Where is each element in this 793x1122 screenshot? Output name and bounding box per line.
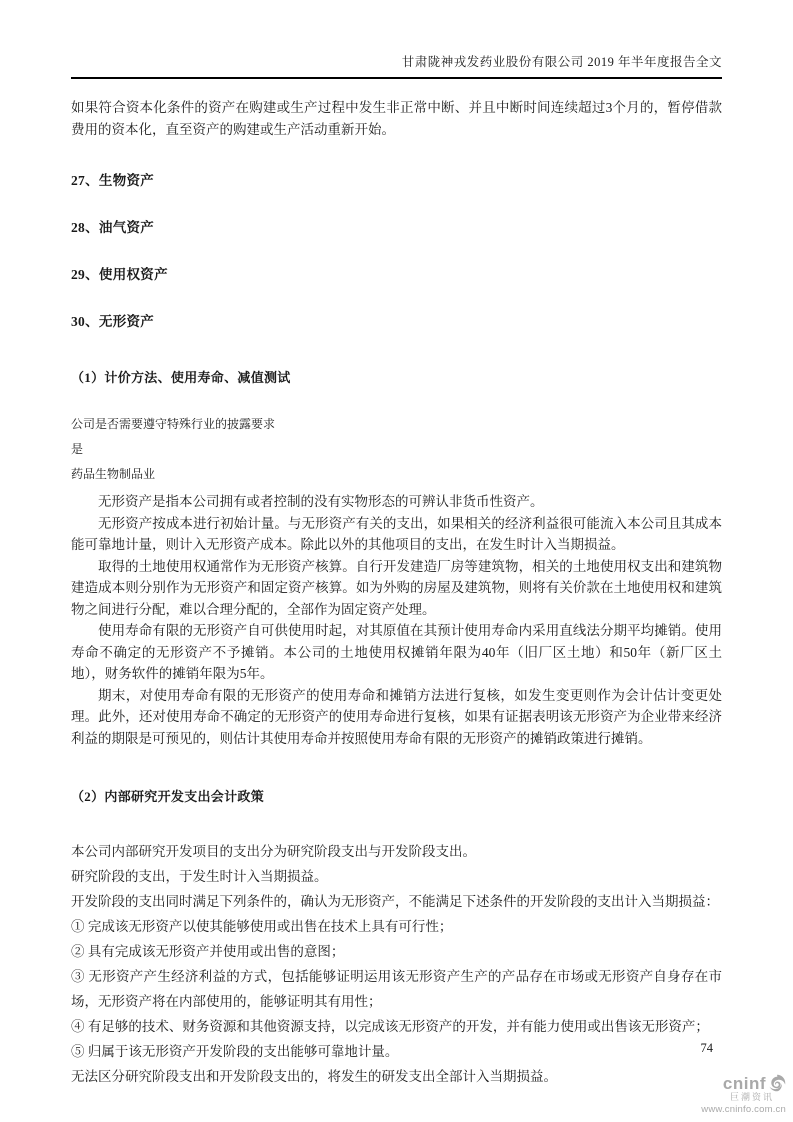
dev-condition-1: ① 完成该无形资产以使其能够使用或出售在技术上具有可行性； (71, 919, 453, 934)
rd-expenditure-policy (71, 839, 722, 1089)
dev-condition-2: ② 具有完成该无形资产并使用或出售的意图； (71, 944, 345, 959)
rd-paragraph-2: 研究阶段的支出，于发生时计入当期损益。 (71, 869, 328, 884)
heading-27-biological-assets: 27、生物资产 (71, 173, 155, 188)
page-number: 74 (700, 1041, 713, 1055)
cninfo-logo-row (695, 1074, 786, 1092)
cninfo-logo-chinese: 巨潮资讯 (729, 1092, 774, 1102)
rd-paragraph-3: 开发阶段的支出同时满足下列条件的，确认为无形资产，不能满足下述条件的开发阶段的支出计入当期损益： (71, 894, 719, 909)
industry-name: 药品生物制品业 (71, 467, 156, 481)
header-divider (71, 77, 722, 79)
disclosure-question: 公司是否需要遵守特殊行业的披露要求 (71, 417, 276, 431)
rd-paragraph-4: 无法区分研究阶段支出和开发阶段支出的，将发生的研发支出全部计入当期损益。 (71, 1069, 557, 1084)
policy-paragraph-5: 期末，对使用寿命有限的无形资产的使用寿命和摊销方法进行复核，如发生变更则作为会计估计变更处理。此外，还对使用寿命不确定的无形资产的使用寿命进行复核，如果有证据表明该无形资产为企业带来经济利益的期限是可预见的，则估计其使用寿命并按照使用寿命有限的无形资产的摊销政策进行摊销。 (71, 687, 722, 746)
intro-paragraph: 如果符合资本化条件的资产在购建或生产过程中发生非正常中断、并且中断时间连续超过3个月的，暂停借款费用的资本化，直至资产的购建或生产活动重新开始。 (71, 100, 722, 137)
dev-condition-5: ⑤ 归属于该无形资产开发阶段的支出能够可靠地计量。 (71, 1044, 399, 1059)
running-header: 甘肃陇神戎发药业股份有限公司 2019 年半年度报告全文 (401, 55, 722, 69)
policy-paragraph-1: 无形资产是指本公司拥有或者控制的没有实物形态的可辨认非货币性资产。 (98, 494, 544, 509)
disclosure-block (71, 412, 722, 487)
dev-condition-4: ④ 有足够的技术、财务资源和其他资源支持，以完成该无形资产的开发，并有能力使用或出售该无形资产； (71, 1019, 709, 1034)
section2-title: （2）内部研究开发支出会计政策 (71, 789, 265, 804)
heading-29-right-of-use-assets: 29、使用权资产 (71, 267, 168, 282)
disclosure-answer: 是 (71, 442, 84, 456)
heading-30-intangible-assets: 30、无形资产 (71, 314, 155, 329)
policy-paragraph-2: 无形资产按成本进行初始计量。与无形资产有关的支出，如果相关的经济利益很可能流入本公司且其成本能可靠地计量，则计入无形资产成本。除此以外的其他项目的支出，在发生时计入当期损益。 (71, 515, 722, 552)
rd-paragraph-1: 本公司内部研究开发项目的支出分为研究阶段支出与开发阶段支出。 (71, 844, 476, 859)
intangible-assets-policy (71, 491, 722, 749)
cninfo-logo (695, 1074, 790, 1115)
policy-paragraph-3: 取得的土地使用权通常作为无形资产核算。自行开发建造厂房等建筑物，相关的土地使用权支出和建筑物建造成本则分别作为无形资产和固定资产核算。如为外购的房屋及建筑物，则将有关价款在土地使用权和建筑物之间进行分配，难以合理分配的，全部作为固定资产处理。 (71, 558, 722, 617)
cninfo-swirl-icon (768, 1074, 786, 1092)
section1-title: （1）计价方法、使用寿命、减值测试 (71, 370, 291, 385)
cninfo-logo-text: cninf (722, 1073, 766, 1093)
cninfo-logo-url: www.cninfo.com.cn (701, 1104, 786, 1115)
policy-paragraph-4: 使用寿命有限的无形资产自可供使用时起，对其原值在其预计使用寿命内采用直线法分期平均摊销。使用寿命不确定的无形资产不予摊销。本公司的土地使用权摊销年限为40年（旧厂区土地）和50年（新厂区土地），财务软件的摊销年限为5年。 (71, 623, 722, 681)
dev-condition-3: ③ 无形资产产生经济利益的方式，包括能够证明运用该无形资产生产的产品存在市场或无形资产自身存在市场，无形资产将在内部使用的，能够证明其有用性； (71, 969, 722, 1009)
heading-28-oil-gas-assets: 28、油气资产 (71, 220, 155, 235)
page-content (71, 52, 722, 1089)
